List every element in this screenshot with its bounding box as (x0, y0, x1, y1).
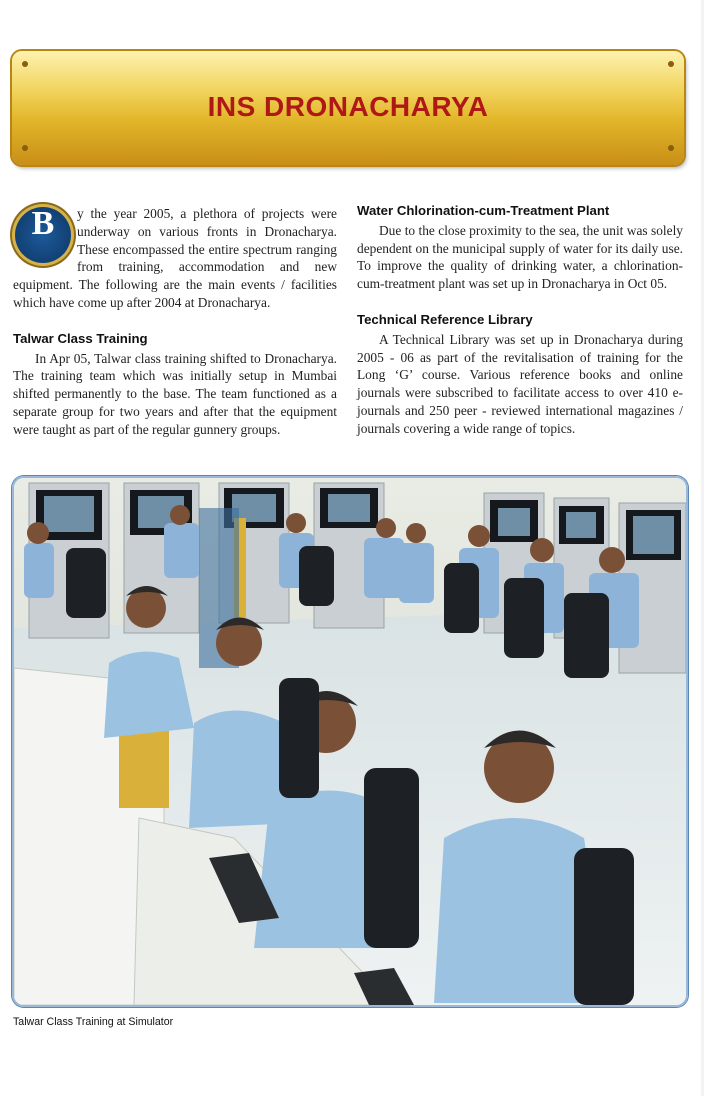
simulator-room-illustration (14, 478, 686, 1005)
page-title: INS DRONACHARYA (207, 91, 489, 122)
left-column (13, 205, 337, 439)
section-body: A Technical Library was set up in Dronacharya during 2005 - 06 as part of the revitalisation of training for the Long ‘G’ course. Various reference books and online journals were subscribed to facilitate access to over 410 e-journals and 250 peer - reviewed international magazines / journals covering a wide range of topics. (357, 331, 683, 436)
section-talwar (13, 330, 337, 439)
section-body: Due to the close proximity to the sea, the unit was solely dependent on the municipal supply of water for its daily use. To improve the quality of drinking water, a chlorination-cum-treatment plant was set up in Dronacharya in Oct 05. (357, 222, 683, 292)
dropcap-emblem (15, 207, 71, 263)
training-photo (12, 476, 688, 1007)
dropcap-letter: B (31, 205, 55, 242)
photo-caption: Talwar Class Training at Simulator (13, 1016, 174, 1028)
intro-paragraph (13, 205, 337, 312)
section-heading: Talwar Class Training (13, 330, 148, 346)
section-heading: Technical Reference Library (357, 311, 533, 327)
right-column (357, 202, 683, 438)
intro-text: y the year 2005, a plethora of projects were underway on various fronts in Dronacharya. These encompassed the entire spectrum ranging from training, accommodation and new equipment. The following are the main events / facilities which have come up after 2004 at Dronacharya. (13, 206, 337, 310)
section-body: In Apr 05, Talwar class training shifted to Dronacharya. The training team which was initially setup in Mumbai shifted permanently to the base. The team functioned as a separate group for two years and after that the equipment were taught as part of the regular gunnery groups. (13, 350, 337, 437)
section-library (357, 311, 683, 438)
section-heading: Water Chlorination-cum-Treatment Plant (357, 203, 610, 218)
section-water (357, 202, 683, 293)
title-banner (12, 51, 684, 165)
